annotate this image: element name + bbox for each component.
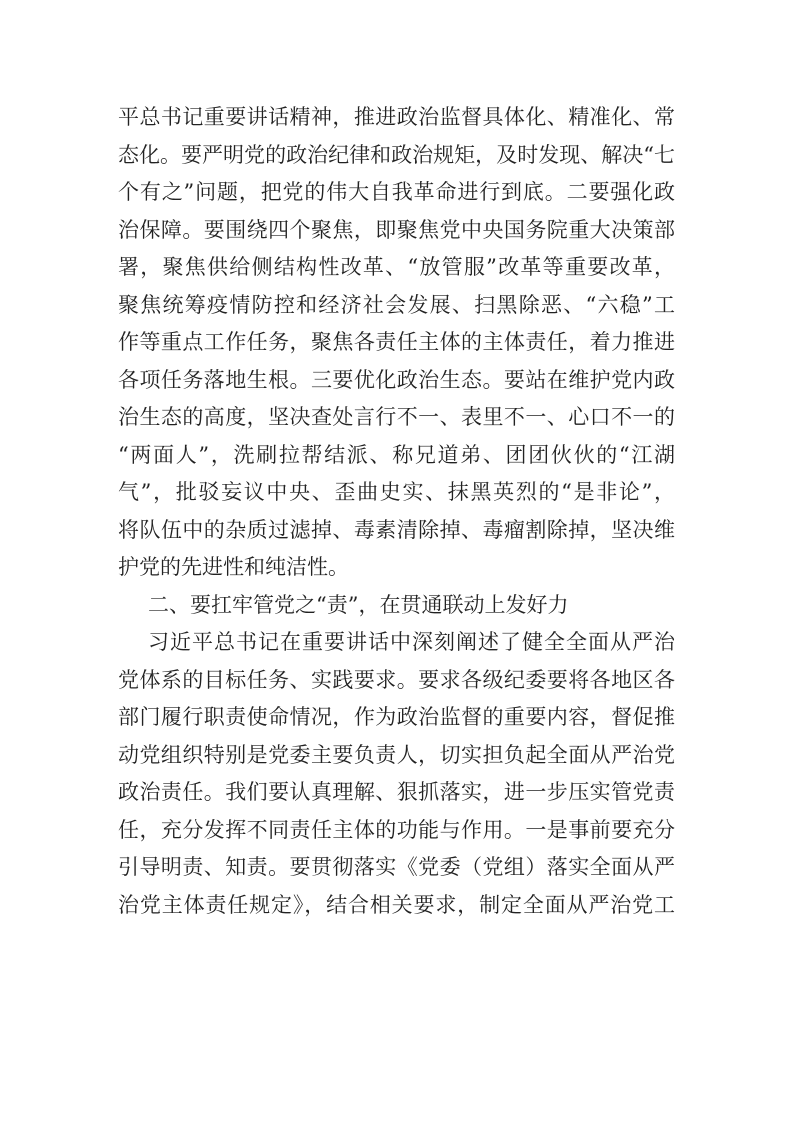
paragraph-responsibility <box>118 624 675 924</box>
text-line: 护党的先进性和纯洁性。 <box>118 555 349 579</box>
text-line: 部门履行职责使命情况，作为政治监督的重要内容，督促推 <box>118 705 675 729</box>
text-line: 署，聚焦供给侧结构性改革、“放管服”改革等重要改革， <box>118 255 675 279</box>
paragraph-political-supervision <box>118 99 675 587</box>
text-line: “两面人”，洗刷拉帮结派、称兄道弟、团团伙伙的“江湖 <box>118 442 675 467</box>
text-line: 各项任务落地生根。三要优化政治生态。要站在维护党内政 <box>118 367 675 392</box>
text-line: 聚焦统筹疫情防控和经济社会发展、扫黑除恶、“六稳”工 <box>118 292 675 317</box>
text-line: 治生态的高度，坚决查处言行不一、表里不一、心口不一的 <box>118 405 675 429</box>
text-line: 治党主体责任规定》，结合相关要求，制定全面从严治党工 <box>118 892 675 917</box>
text-line: 动党组织特别是党委主要负责人，切实担负起全面从严治党 <box>118 742 675 767</box>
text-line: 政治责任。我们要认真理解、狠抓落实，进一步压实管党责 <box>118 780 675 804</box>
text-line: 党体系的目标任务、实践要求。要求各级纪委要将各地区各 <box>118 667 675 692</box>
text-line: 态化。要严明党的政治纪律和政治规矩，及时发现、解决“七 <box>118 142 675 167</box>
text-line: 气”，批驳妄议中央、歪曲史实、抹黑英烈的“是非论”， <box>118 480 675 504</box>
section-heading: 二、要扛牢管党之“责”，在贯通联动上发好力 <box>148 592 569 617</box>
text-line: 治保障。要围绕四个聚焦，即聚焦党中央国务院重大决策部 <box>118 217 675 242</box>
document-page <box>118 99 675 924</box>
text-line: 引导明责、知责。要贯彻落实《党委（党组）落实全面从严 <box>118 855 675 879</box>
text-line: 平总书记重要讲话精神，推进政治监督具体化、精准化、常 <box>118 105 675 129</box>
text-line: 任，充分发挥不同责任主体的功能与作用。一是事前要充分 <box>118 817 675 842</box>
text-line: 将队伍中的杂质过滤掉、毒素清除掉、毒瘤割除掉，坚决维 <box>118 517 675 542</box>
text-line: 个有之”问题，把党的伟大自我革命进行到底。二要强化政 <box>118 180 675 204</box>
text-line: 作等重点工作任务，聚焦各责任主体的主体责任，着力推进 <box>118 330 675 354</box>
text-line: 习近平总书记在重要讲话中深刻阐述了健全全面从严治 <box>148 630 675 654</box>
